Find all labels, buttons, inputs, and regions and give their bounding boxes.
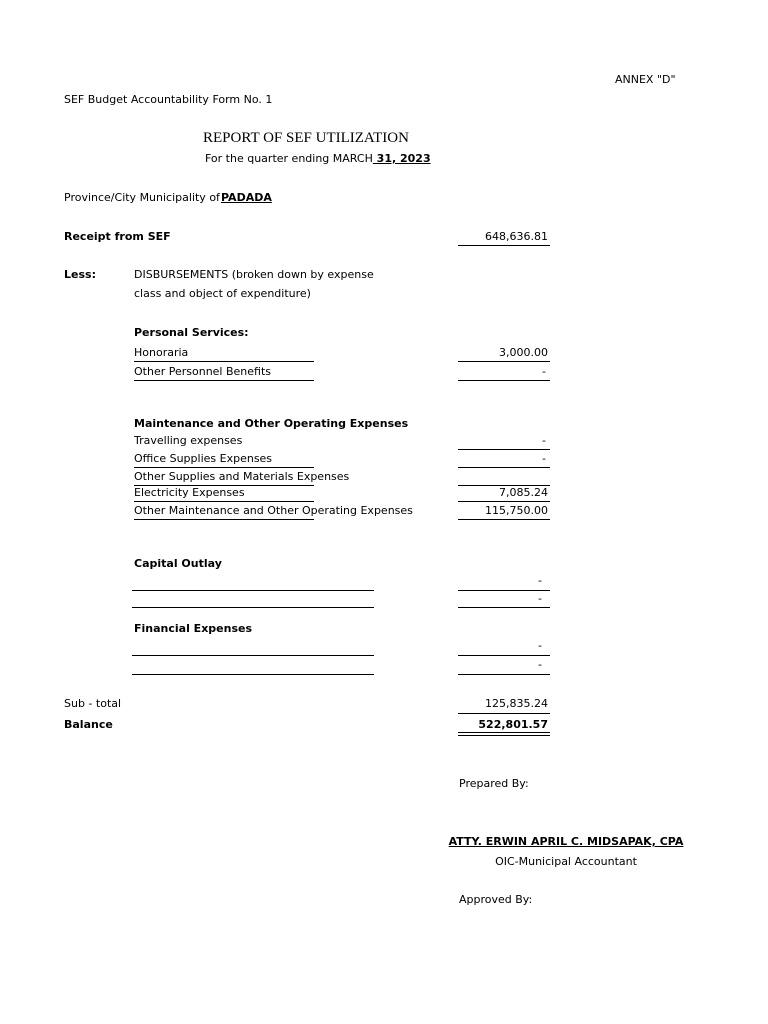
mooe-item-label: Electricity Expenses xyxy=(134,486,245,499)
mooe-item-label-underline xyxy=(134,467,314,468)
receipt-amount: 648,636.81 xyxy=(485,230,548,243)
mooe-heading: Maintenance and Other Operating Expenses xyxy=(134,417,409,430)
fe-item-label-underline xyxy=(132,655,374,656)
mooe-item-amount-underline xyxy=(458,519,550,520)
financial-expenses-heading: Financial Expenses xyxy=(134,622,253,635)
co-item-label-underline xyxy=(132,607,374,608)
mooe-item-amount: - xyxy=(542,434,546,447)
receipt-underline xyxy=(458,245,550,246)
ps-item-amount: 3,000.00 xyxy=(499,346,548,359)
mooe-item-amount: 7,085.24 xyxy=(499,486,548,499)
province-label: Province/City Municipality of xyxy=(64,191,220,204)
ps-item-amount-underline xyxy=(458,361,550,362)
ps-item-amount: - xyxy=(542,365,546,378)
preparer-title: OIC-Municipal Accountant xyxy=(495,855,637,868)
balance-amount: 522,801.57 xyxy=(478,718,548,731)
quarter-prefix: For the quarter ending MARCH xyxy=(205,152,373,165)
fe-item-amount-underline xyxy=(458,674,550,675)
form-name: SEF Budget Accountability Form No. 1 xyxy=(64,93,273,106)
mooe-item-label: Travelling expenses xyxy=(134,434,243,447)
less-label: Less: xyxy=(64,268,96,281)
fe-item-amount: - xyxy=(538,639,542,652)
subtotal-label: Sub - total xyxy=(64,697,122,710)
mooe-item-label: Other Supplies and Materials Expenses xyxy=(134,470,350,483)
co-item-amount: - xyxy=(538,574,542,587)
ps-item-label-underline xyxy=(134,380,314,381)
fe-item-label-underline xyxy=(132,674,374,675)
mooe-item-label-underline xyxy=(134,519,314,520)
co-item-amount-underline xyxy=(458,590,550,591)
ps-item-amount-underline xyxy=(458,380,550,381)
subtotal-amount: 125,835.24 xyxy=(485,697,548,710)
fe-item-amount-underline xyxy=(458,655,550,656)
approved-by-label: Approved By: xyxy=(459,893,533,906)
ps-item-label: Honoraria xyxy=(134,346,189,359)
mooe-item-label: Office Supplies Expenses xyxy=(134,452,273,465)
mooe-item-amount-underline xyxy=(458,449,550,450)
quarter-line xyxy=(205,152,431,166)
mooe-item-amount-underline xyxy=(458,501,550,502)
annex-label: ANNEX "D" xyxy=(615,73,676,86)
co-item-amount: - xyxy=(538,592,542,605)
balance-label: Balance xyxy=(64,718,113,731)
mooe-item-label-underline xyxy=(134,501,314,502)
co-item-amount-underline xyxy=(458,607,550,608)
quarter-date: 31, 2023 xyxy=(372,152,431,165)
personal-services-heading: Personal Services: xyxy=(134,326,249,339)
mooe-item-amount: 115,750.00 xyxy=(485,504,548,517)
mooe-item-label: Other Maintenance and Other Operating Expenses xyxy=(134,504,413,517)
preparer-name: ATTY. ERWIN APRIL C. MIDSAPAK, CPA xyxy=(448,835,684,848)
ps-item-label: Other Personnel Benefits xyxy=(134,365,272,378)
balance-double-underline xyxy=(458,732,550,736)
capital-outlay-heading: Capital Outlay xyxy=(134,557,222,570)
prepared-by-label: Prepared By: xyxy=(459,777,529,790)
ps-item-label-underline xyxy=(134,361,314,362)
municipality-name: PADADA xyxy=(221,191,272,204)
mooe-item-amount: - xyxy=(542,452,546,465)
mooe-item-amount-underline xyxy=(458,467,550,468)
disbursements-line1: DISBURSEMENTS (broken down by expense xyxy=(134,268,374,281)
subtotal-underline xyxy=(458,713,550,714)
disbursements-line2: class and object of expenditure) xyxy=(134,287,311,300)
receipt-label: Receipt from SEF xyxy=(64,230,171,243)
co-item-label-underline xyxy=(132,590,374,591)
fe-item-amount: - xyxy=(538,658,542,671)
